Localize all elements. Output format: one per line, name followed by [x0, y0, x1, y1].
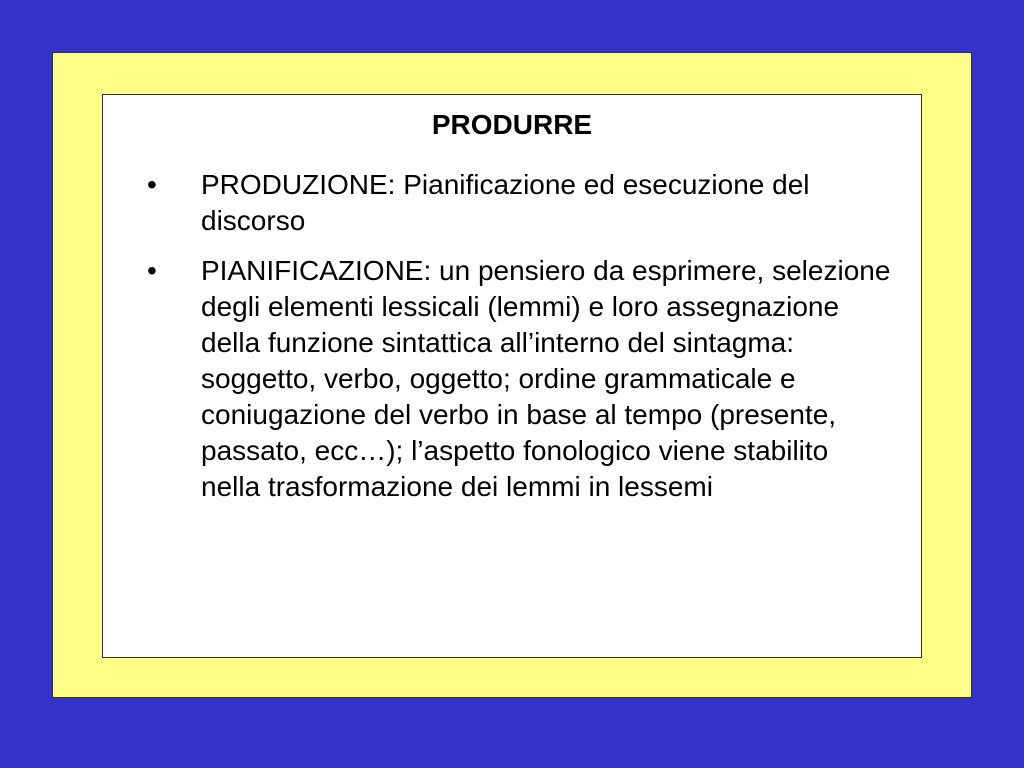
slide-title: PRODURRE [431, 109, 593, 140]
bullet-item-produzione [103, 167, 921, 239]
bullet-item-pianificazione [103, 253, 921, 505]
bullet-text: PIANIFICAZIONE: un pensiero da esprimere, selezione degli elementi lessicali (lemmi) e loro assegnazione della funzione sintattica all’interno del sintagma: soggetto, verbo, oggetto; ordine grammaticale e coniugazione del verbo in base al tempo (presente, passato, ecc…); l’aspetto fonologico viene stabilito nella trasformazione dei lemmi in lessemi [201, 255, 891, 502]
content-box [102, 94, 922, 658]
bullet-text: PRODUZIONE: Pianificazione ed esecuzione del discorso [201, 169, 810, 236]
bullet-list [103, 167, 921, 519]
bullet-marker: • [147, 169, 157, 200]
bullet-marker: • [147, 255, 157, 286]
